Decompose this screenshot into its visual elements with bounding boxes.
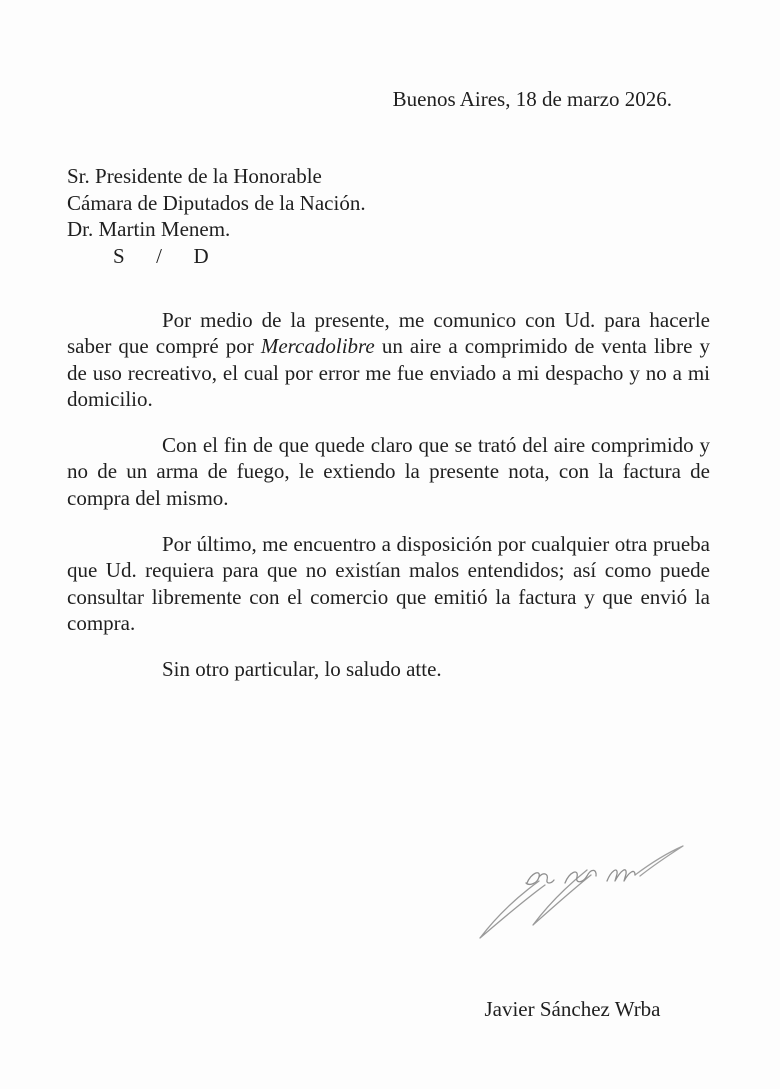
paragraph-1-italic-word: Mercadolibre — [260, 334, 375, 359]
recipient-line-3: Dr. Martin Menem. — [67, 217, 231, 241]
recipient-sd-line: S / D — [113, 243, 209, 268]
letter-page — [0, 86, 780, 1089]
date-line: Buenos Aires, 18 de marzo 2026. — [392, 87, 672, 111]
signature-block — [455, 831, 705, 956]
paragraph-2: Con el fin de que quede claro que se trató del aire comprimido y no de un arma de fuego, le extiendo la presente nota, con la factura de compra del mismo. — [67, 433, 710, 510]
paragraph-1-text-before: Por medio de la presente, me comunico con Ud. para hacerle saber que compré por — [67, 308, 710, 359]
recipient-block — [67, 163, 710, 269]
letter-content — [0, 86, 780, 683]
paragraph-3: Por último, me encuentro a disposición por cualquier otra prueba que Ud. requiera para que no existían malos entendidos; así como puede consultar libremente con el comercio que emitió la factura y que envió la compra. — [67, 532, 710, 635]
handwritten-signature-icon — [455, 831, 705, 956]
recipient-line-1: Sr. Presidente de la Honorable — [67, 164, 322, 188]
paragraph-1 — [67, 307, 710, 412]
paragraph-1-text-after: un aire a comprimido de venta libre y de uso recreativo, el cual por error me fue enviado a mi despacho y no a mi domicilio. — [67, 334, 710, 411]
signer-name: Javier Sánchez Wrba — [484, 997, 661, 1021]
letter-body — [67, 307, 710, 683]
closing-line: Sin otro particular, lo saludo atte. — [162, 657, 442, 682]
recipient-line-2: Cámara de Diputados de la Nación. — [67, 190, 366, 215]
